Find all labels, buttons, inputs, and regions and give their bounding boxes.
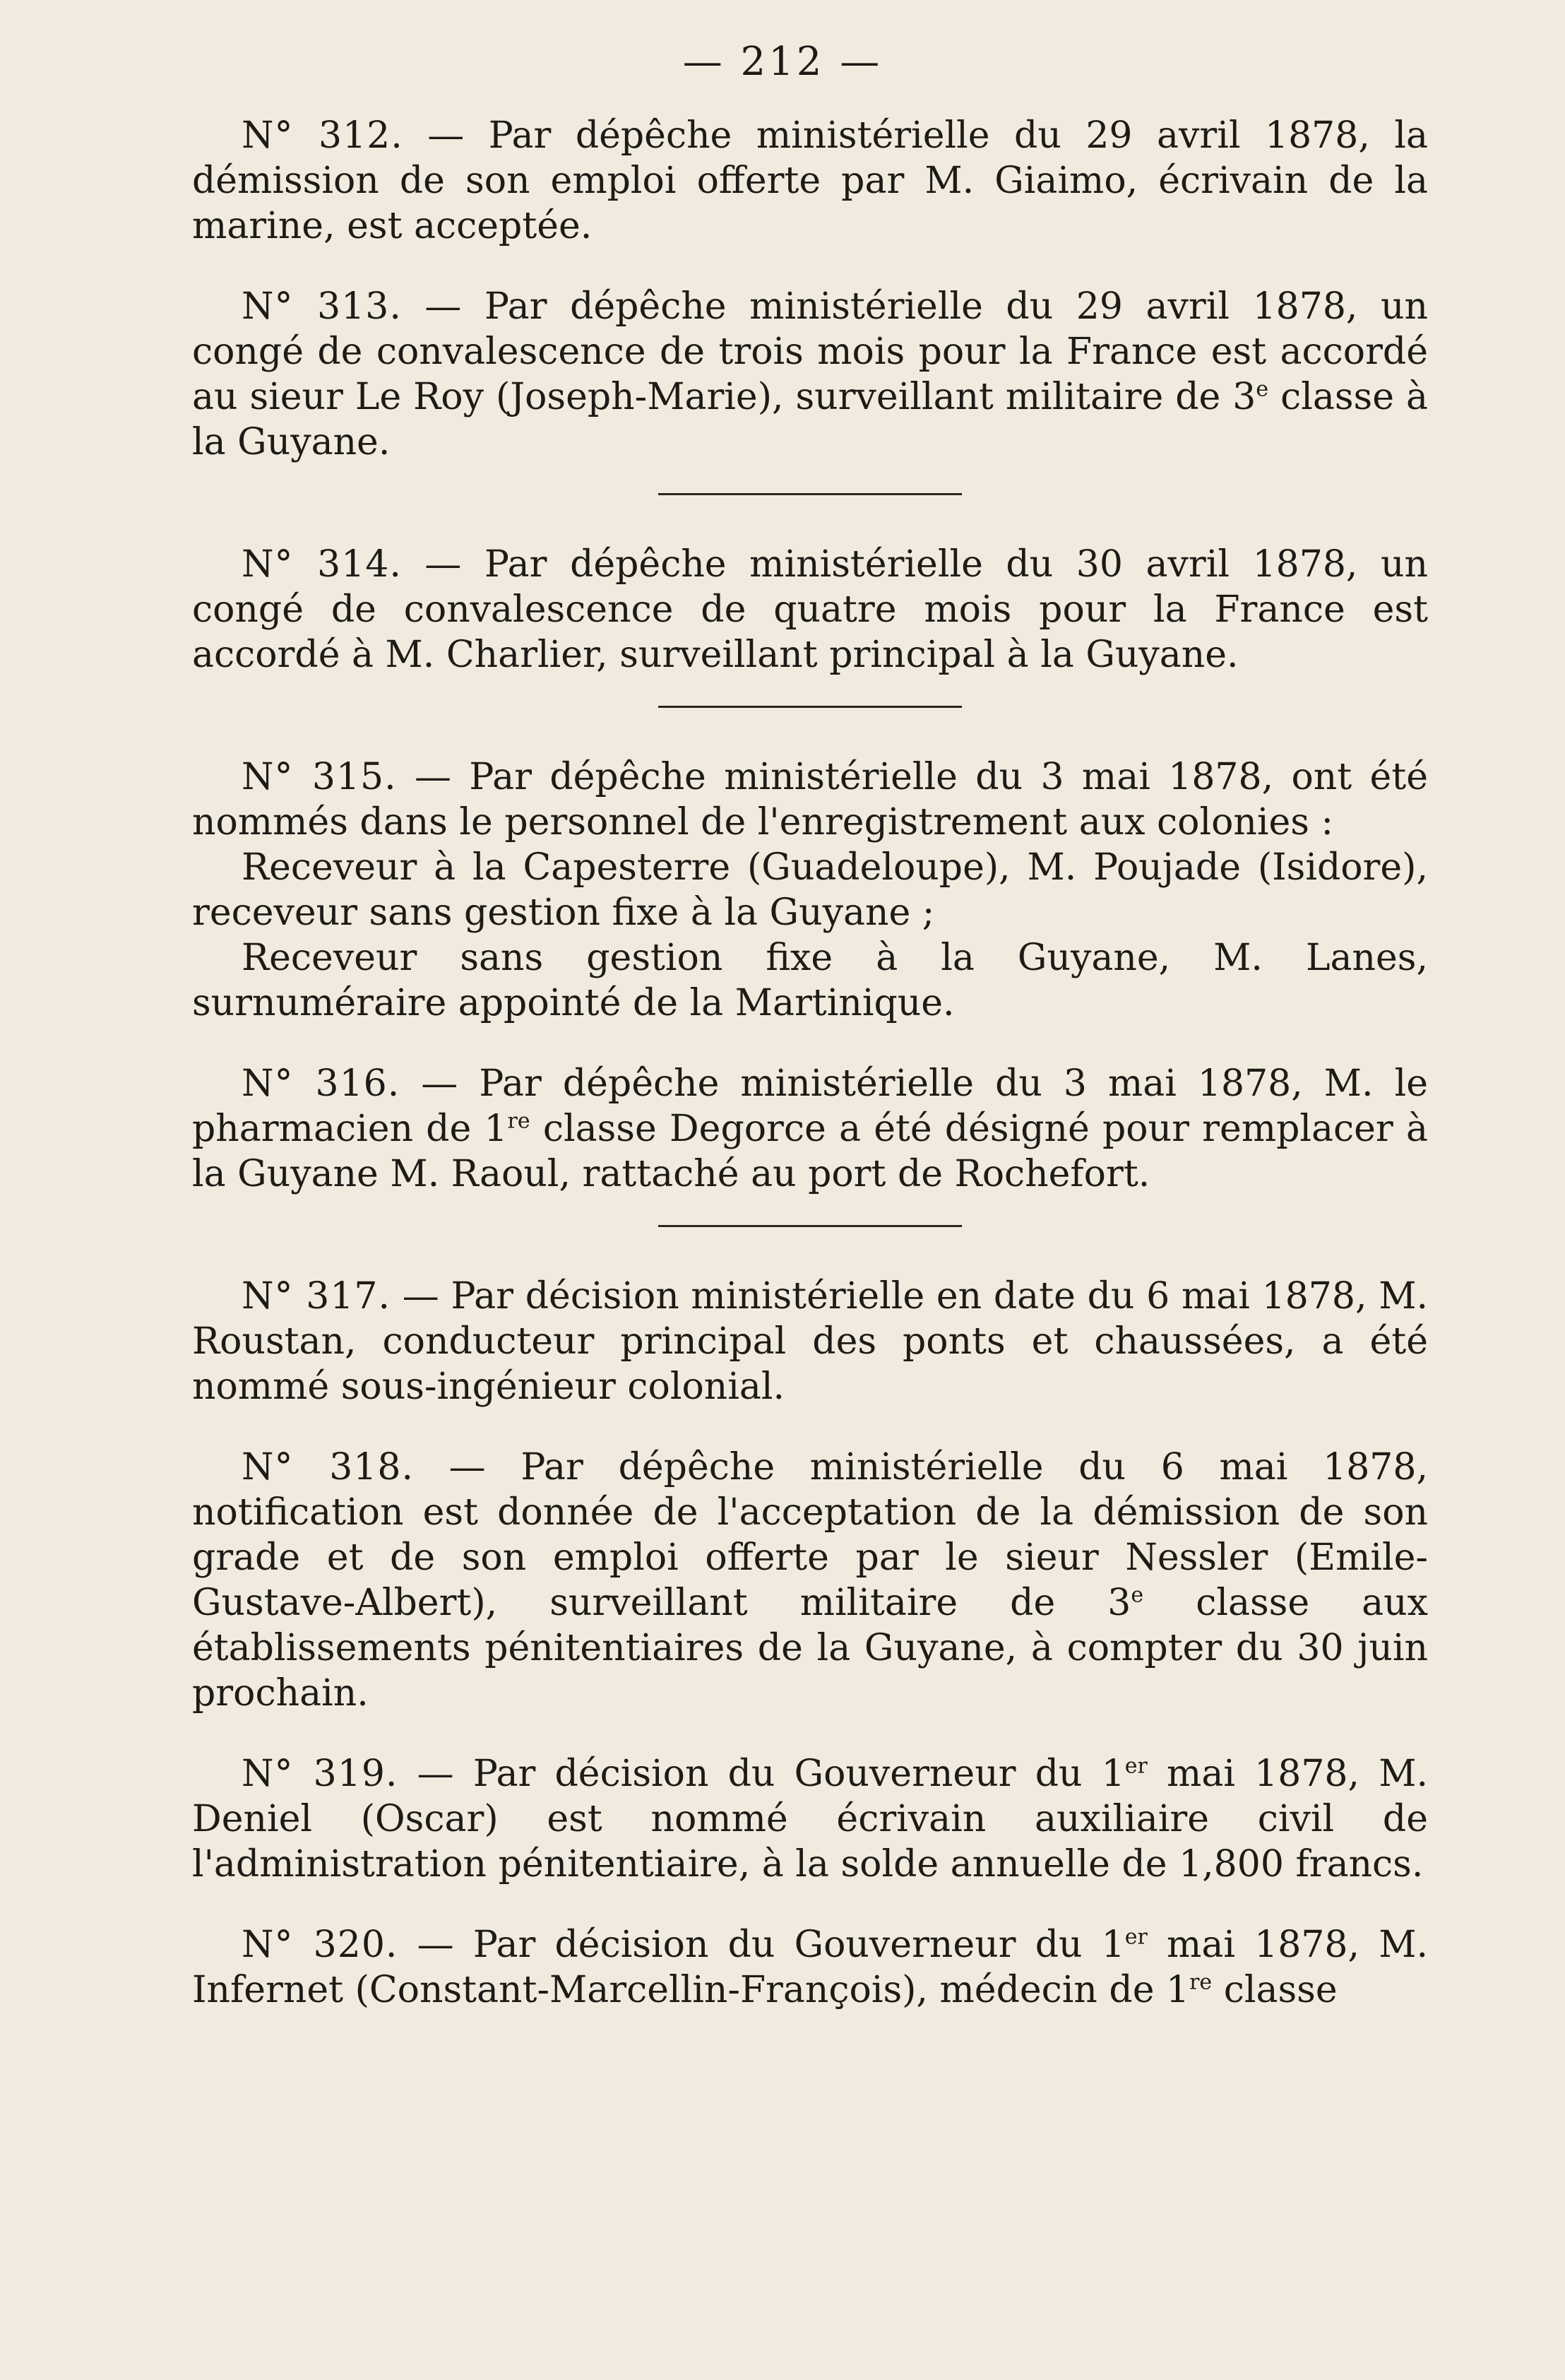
entry-text-cont: mai 1878, M. Deniel (Oscar) est nommé écrivain auxiliaire civil de l'administration pénitentiaire, à la solde annuelle de 1,800 francs.	[192, 1753, 1428, 1885]
entry-number: N° 318.	[242, 1446, 414, 1488]
entry-318	[192, 1445, 1428, 1716]
entry-number: N° 320.	[242, 1924, 398, 1966]
superscript: re	[1189, 1970, 1213, 1995]
entry-text: — Par dépêche ministérielle du 29 avril 1878, la démission de son emploi offerte par M. Giaimo, écrivain de la marine, est acceptée.	[192, 114, 1429, 247]
entry-313	[192, 284, 1428, 465]
entry-text: — Par dépêche ministérielle du 3 mai 1878, M. le pharmacien de 1	[192, 1062, 1428, 1150]
superscript: e	[1131, 1582, 1144, 1608]
entry-text: — Par dépêche ministérielle du 29 avril 1878, un congé de convalescence de trois mois pour la France est accordé au sieur Le Roy (Joseph-Marie), surveillant militaire de 3	[192, 285, 1428, 418]
entry-number: N° 314.	[242, 543, 402, 586]
entry-number: N° 312.	[242, 114, 403, 157]
entry-314	[192, 542, 1428, 677]
paragraph	[192, 754, 1428, 845]
entry-315	[192, 754, 1428, 1026]
appointment-line: Receveur sans gestion fixe à la Guyane, M. Lanes, surnuméraire appointé de la Martinique.	[192, 937, 1428, 1024]
paragraph	[192, 1445, 1428, 1716]
entry-text: — Par décision du Gouverneur du 1	[398, 1753, 1125, 1795]
entry-text: — Par décision ministérielle en date du 6 mai 1878, M. Roustan, conducteur principal des ponts et chaussées, a été nommé sous-ingénieur colonial.	[192, 1275, 1429, 1408]
entry-text: — Par dépêche ministérielle du 30 avril 1878, un congé de convalescence de quatre mois pour la France est accordé à M. Charlier, surveillant principal à la Guyane.	[192, 543, 1428, 676]
paragraph	[192, 113, 1428, 249]
paragraph	[192, 284, 1428, 465]
entry-text-cont: classe aux établissements pénitentiaires de la Guyane, à compter du 30 juin prochain.	[192, 1582, 1428, 1715]
paragraph	[192, 1274, 1428, 1409]
entry-number: N° 315.	[242, 756, 397, 798]
entry-text-cont: mai 1878, M. Infernet (Constant-Marcellin-François), médecin de 1	[192, 1924, 1428, 2011]
paragraph	[192, 1751, 1428, 1887]
entry-text-cont: classe Degorce a été désigné pour remplacer à la Guyane M. Raoul, rattaché au port de Rochefort.	[192, 1108, 1428, 1195]
entry-312	[192, 113, 1428, 249]
entry-number: N° 317.	[242, 1275, 391, 1318]
entry-number: N° 313.	[242, 285, 402, 328]
superscript: e	[1256, 377, 1269, 402]
superscript: er	[1124, 1753, 1148, 1779]
separator-rule	[658, 493, 962, 495]
paragraph	[192, 1061, 1428, 1197]
entry-317	[192, 1274, 1428, 1409]
entry-number: N° 319.	[242, 1753, 398, 1795]
entry-number: N° 316.	[242, 1062, 400, 1105]
superscript: re	[507, 1108, 530, 1134]
page-number: — 212 —	[682, 39, 883, 85]
entry-320	[192, 1922, 1428, 2013]
appointment-line: Receveur à la Capesterre (Guadeloupe), M. Poujade (Isidore), receveur sans gestion fixe à la Guyane ;	[192, 846, 1428, 934]
entry-text-cont: classe à la Guyane.	[192, 376, 1428, 463]
entry-text: — Par dépêche ministérielle du 6 mai 1878, notification est donnée de l'acceptation de la démission de son grade et de son emploi offerte par le sieur Nessler (Emile-Gustave-Albert), surveillant militaire de 3	[192, 1446, 1428, 1624]
superscript: er	[1124, 1924, 1148, 1950]
entry-text: — Par dépêche ministérielle du 3 mai 1878, ont été nommés dans le personnel de l'enregistrement aux colonies :	[192, 756, 1428, 843]
entry-text: — Par décision du Gouverneur du 1	[398, 1924, 1125, 1966]
entry-319	[192, 1751, 1428, 1887]
entry-text-cont: classe	[1212, 1969, 1338, 2011]
separator-rule	[658, 1225, 962, 1227]
text-column	[192, 113, 1428, 2048]
paragraph	[192, 1922, 1428, 2013]
separator-rule	[658, 706, 962, 708]
paragraph	[192, 542, 1428, 677]
entry-316	[192, 1061, 1428, 1197]
